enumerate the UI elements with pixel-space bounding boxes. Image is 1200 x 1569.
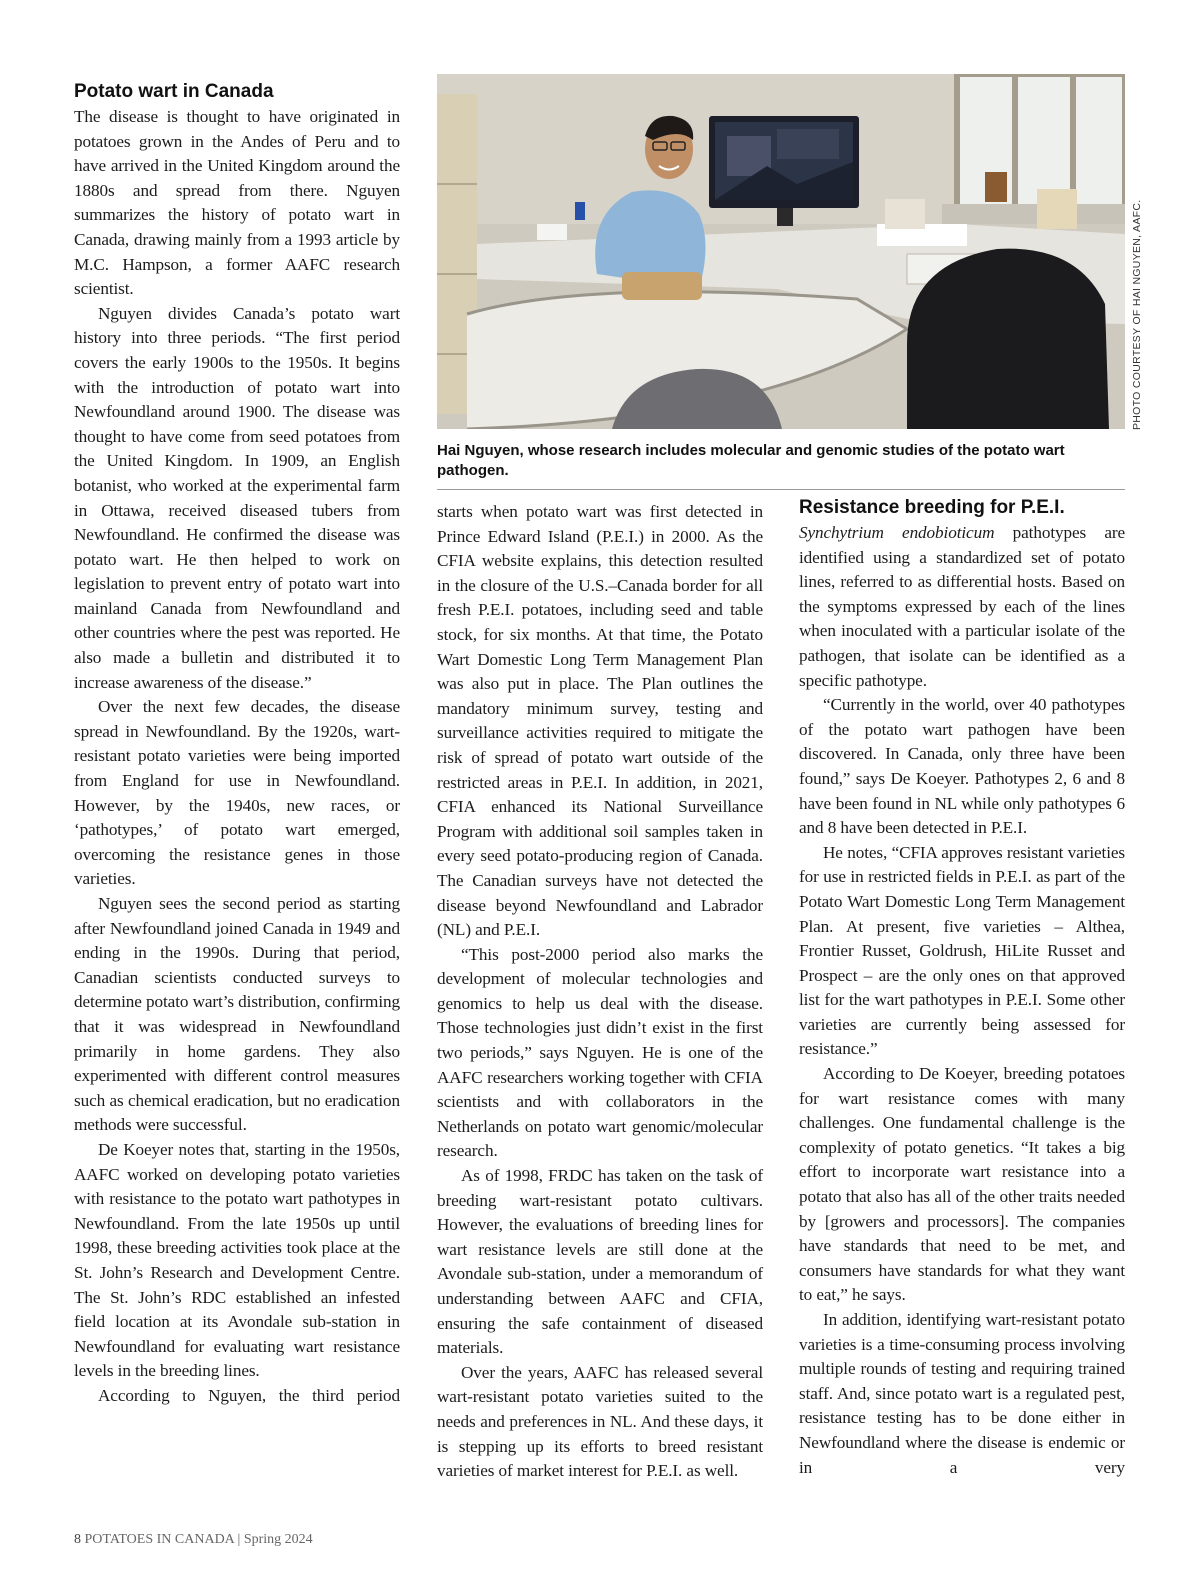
paragraph: According to De Koeyer, breeding potatoes for wart resistance comes with many challenges. One fundamental challenge is the complexity of potato genetics. “It takes a big effort to incorporate wart resistance into a potato that also has all of the other traits needed by [growers and processors]. The companies have standards that need to be met, and consumers have standards for what they want to eat,” he says. — [799, 1064, 1125, 1305]
caption-divider — [437, 489, 1125, 490]
page-footer — [74, 1532, 313, 1548]
paragraph: De Koeyer notes that, starting in the 1950s, AAFC worked on developing potato varieties with resistance to the potato wart pathotypes in Newfoundland. From the late 1950s up until 1998, these breeding activities took place at the St. John’s Research and Development Centre. The St. John’s RDC established an infested field location at its Avondale sub-station in Newfoundland for evaluating wart resistance levels in the breeding lines. — [74, 1139, 400, 1381]
paragraph — [799, 521, 1125, 693]
footer-separator: | — [237, 1532, 241, 1547]
issue-date: Spring 2024 — [243, 1532, 313, 1547]
paragraph: According to Nguyen, the third period — [98, 1385, 400, 1405]
paragraph: Over the next few decades, the disease spread in Newfoundland. By the 1920s, wart-resistant potato varieties were being imported from England for use in Newfoundland. However, by the 1940s, new races, or ‘pathotypes,’ of potato wart emerged, overcoming the resistance genes in those varieties. — [74, 697, 400, 889]
paragraph: The disease is thought to have originated in potatoes grown in the Andes of Peru and to have arrived in the United Kingdom around the 1880s and spread from there. Nguyen summarizes the history of potato wart in Canada, drawing mainly from a 1993 article by M.C. Hampson, a former AAFC research scientist. — [74, 107, 400, 299]
column-2 — [437, 500, 763, 1484]
section-heading: Resistance breeding for P.E.I. — [799, 497, 1065, 518]
photo-caption: Hai Nguyen, whose research includes molecular and genomic studies of the potato wart pathogen. — [437, 442, 1065, 479]
paragraph: Nguyen divides Canada’s potato wart history into three periods. “The first period covers the early 1900s to the 1950s. It begins with the introduction of potato wart into Newfoundland around 1900. The disease was thought to have come from seed potatoes from the United Kingdom. In 1909, an English botanist, who worked at the experimental farm in Ottawa, received diseased tubers from Newfoundland. He confirmed the disease was potato wart. He then helped to work on legislation to prevent entry of potato wart into mainland Canada from Newfoundland and other countries where the pest was reported. He also made a bulletin and distributed it to increase awareness of the disease.” — [74, 303, 400, 692]
paragraph: “Currently in the world, over 40 pathotypes of the potato wart pathogen have been discovered. In Canada, only three have been found,” says De Koeyer. Pathotypes 2, 6 and 8 have been found in NL while only pathotypes 6 and 8 have been detected in P.E.I. — [799, 695, 1125, 838]
column-3 — [799, 496, 1125, 1480]
species-name: Synchytrium endobioticum — [799, 523, 995, 542]
section-heading: Potato wart in Canada — [74, 81, 274, 102]
photo-illustration — [437, 74, 1125, 429]
column-1 — [74, 80, 400, 1408]
paragraph: In addition, identifying wart-resistant potato varieties is a time-consuming process involving multiple rounds of testing and requiring trained staff. And, since potato wart is a regulated pest, resistance testing has to be done either in Newfoundland where the disease is endemic or in a very — [799, 1310, 1125, 1477]
paragraph: He notes, “CFIA approves resistant varieties for use in restricted fields in P.E.I. as part of the Potato Wart Domestic Long Term Management Plan. At present, five varieties – Althea, Frontier Russet, Goldrush, HiLite Russet and Prospect – are the only ones on that approved list for the wart pathotypes in P.E.I. Some other varieties are currently being assessed for resistance.” — [799, 842, 1125, 1059]
publication-name: POTATOES IN CANADA — [84, 1532, 235, 1547]
paragraph: Over the years, AAFC has released several wart-resistant potato varieties suited to the needs and preferences in NL. And these days, it is stepping up its efforts to breed resistant varieties of market interest for P.E.I. as well. — [437, 1362, 763, 1481]
paragraph: “This post-2000 period also marks the development of molecular technologies and genomics to help us deal with the disease. Those technologies just didn’t exist in the first two periods,” says Nguyen. He is one of the AAFC researchers working together with CFIA scientists and with collaborators in the Netherlands on potato wart genomic/molecular research. — [437, 944, 763, 1161]
paragraph: Nguyen sees the second period as starting after Newfoundland joined Canada in 1949 and ending in the 1990s. During that period, Canadian scientists conducted surveys to determine potato wart’s distribution, confirming that it was widespread in Newfoundland primarily in home gardens. They also experimented with different control measures such as chemical eradication, but no eradication methods were successful. — [74, 894, 400, 1135]
photo-credit: PHOTO COURTESY OF HAI NGUYEN, AAFC. — [1131, 199, 1143, 430]
paragraph-text: pathotypes are identified using a standardized set of potato lines, referred to as differential hosts. Based on the symptoms expressed by each of the lines when inoculated with a particular isolate of the pathogen, that isolate can be identified as a specific pathotype. — [799, 523, 1125, 690]
photo-researcher-office — [437, 74, 1125, 429]
paragraph: As of 1998, FRDC has taken on the task of breeding wart-resistant potato cultivars. However, the evaluations of breeding lines for wart resistance levels are still done at the Avondale sub-station, under a memorandum of understanding between AAFC and CFIA, ensuring the safe containment of diseased materials. — [437, 1166, 763, 1358]
paragraph: starts when potato wart was first detected in Prince Edward Island (P.E.I.) in 2000. As the CFIA website explains, this detection resulted in the closure of the U.S.–Canada border for all fresh P.E.I. potatoes, including seed and table stock, for six months. At that time, the Potato Wart Domestic Long Term Management Plan was also put in place. The Plan outlines the mandatory minimum survey, testing and surveillance activities required to mitigate the risk of spread of potato wart outside of the restricted areas in P.E.I. In addition, in 2021, CFIA enhanced its National Surveillance Program with additional soil samples taken in every seed potato-producing region of Canada. The Canadian surveys have not detected the disease beyond Newfoundland and Labrador (NL) and P.E.I. — [437, 502, 763, 940]
page-number: 8 — [74, 1532, 81, 1547]
